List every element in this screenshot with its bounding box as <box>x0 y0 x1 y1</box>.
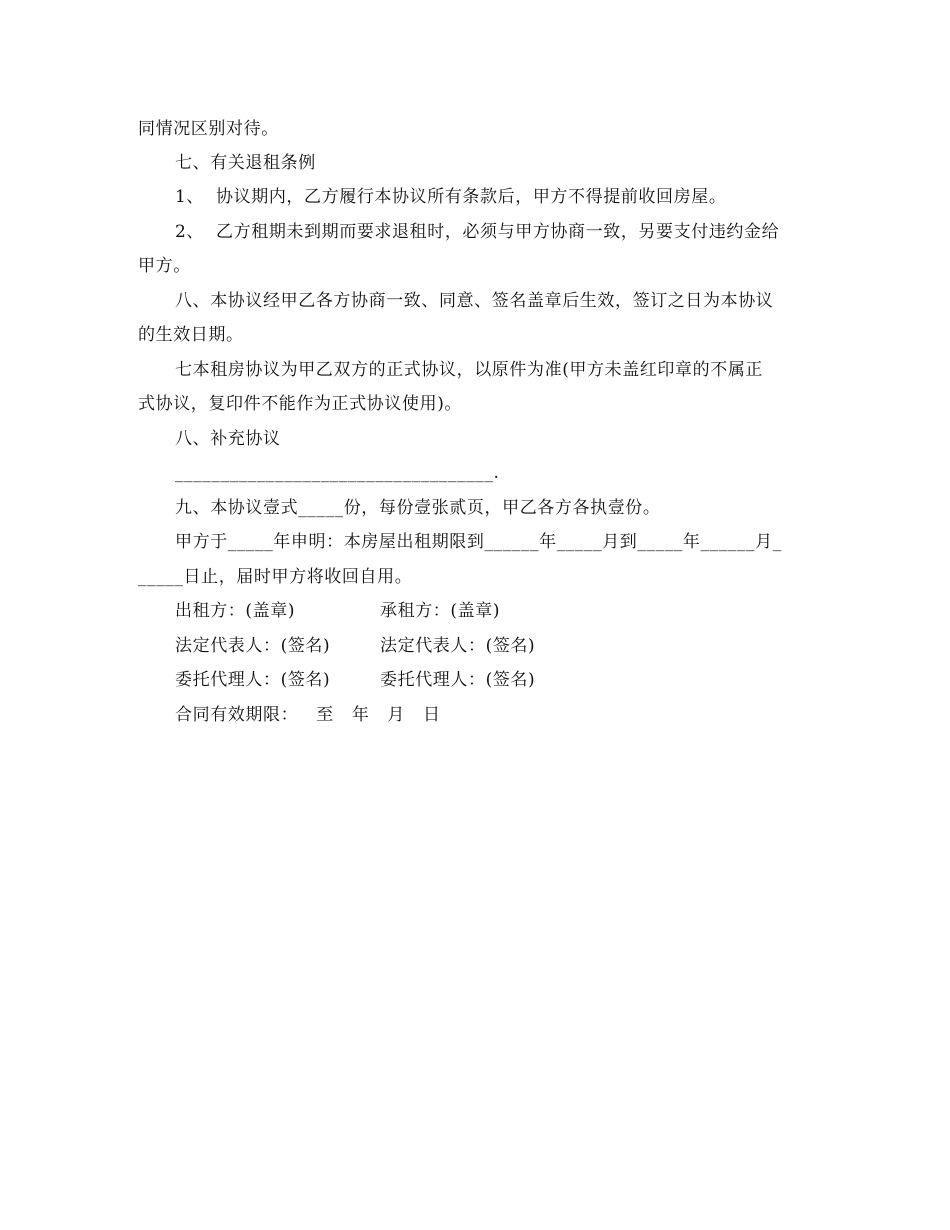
section-paragraph: 九、本协议壹式_____份，每份壹张贰页，甲乙各方各执壹份。 <box>175 498 661 518</box>
section-paragraph: 甲方于_____年申明：本房屋出租期限到______年_____月到_____年______月_ <box>175 532 782 552</box>
paragraph-line: _____日止，届时甲方将收回自用。 <box>138 567 413 587</box>
lessee-agent-label: 委托代理人：(签名) <box>380 670 536 690</box>
paragraph-line: 甲方。 <box>138 256 191 276</box>
lessor-agent-label: 委托代理人：(签名) <box>175 670 331 690</box>
lessee-legal-rep-label: 法定代表人：(签名) <box>380 636 536 656</box>
signature-row <box>175 635 775 657</box>
section-heading: 七、有关退租条例 <box>175 153 316 173</box>
lessee-signature-label: 承租方：(盖章) <box>380 601 501 621</box>
clause-item: 1、 协议期内，乙方履行本协议所有条款后，甲方不得提前收回房屋。 <box>175 187 727 207</box>
blank-fill-line: ___________________________________. <box>175 463 500 483</box>
signature-row <box>175 600 775 622</box>
lessor-signature-label: 出租方：(盖章) <box>175 601 296 621</box>
paragraph-line: 同情况区别对待。 <box>138 119 279 139</box>
paragraph-line: 的生效日期。 <box>138 325 244 345</box>
contract-validity-line: 合同有效期限： 至 年 月 日 <box>175 705 441 725</box>
lessor-legal-rep-label: 法定代表人：(签名) <box>175 636 331 656</box>
section-paragraph: 七本租房协议为甲乙双方的正式协议，以原件为准(甲方未盖红印章的不属正 <box>175 360 764 380</box>
paragraph-line: 式协议，复印件不能作为正式协议使用)。 <box>138 394 463 414</box>
section-paragraph: 八、本协议经甲乙各方协商一致、同意、签名盖章后生效，签订之日为本协议 <box>175 291 774 311</box>
signature-row <box>175 669 775 691</box>
section-heading: 八、补充协议 <box>175 429 281 449</box>
clause-item: 2、 乙方租期未到期而要求退租时，必须与甲方协商一致，另要支付违约金给 <box>175 222 780 242</box>
